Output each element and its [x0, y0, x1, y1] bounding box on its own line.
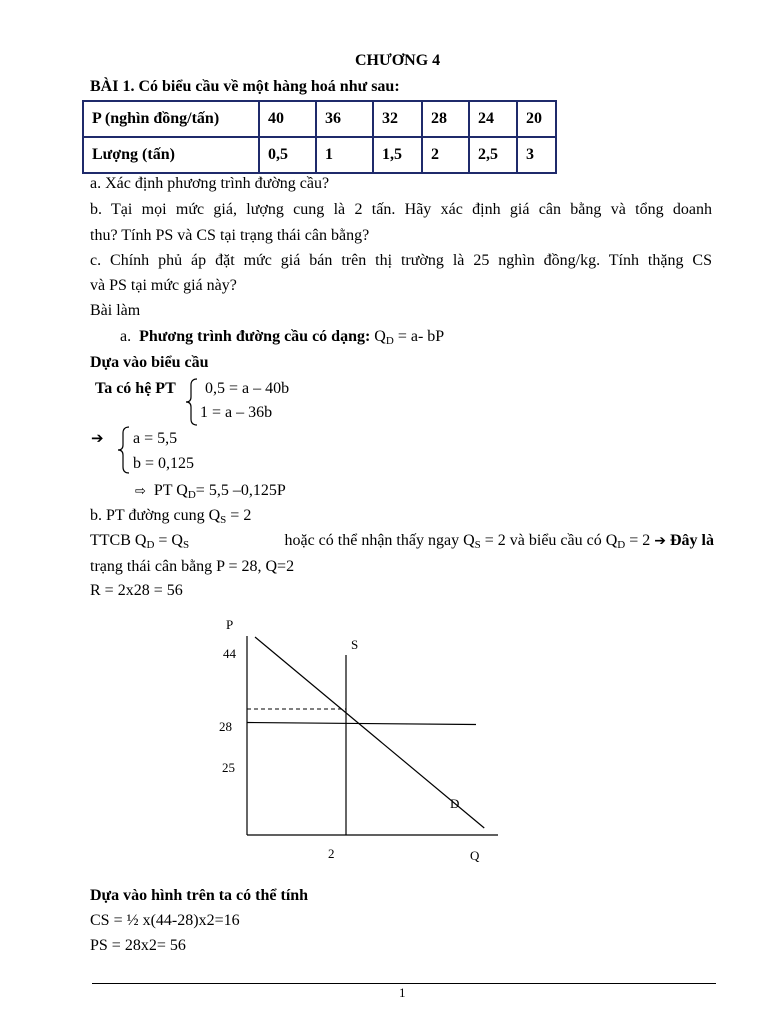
y-tick-label: 44 — [223, 646, 236, 661]
solution-a-sub: D — [385, 335, 394, 347]
system-eq1: 0,5 = a – 40b — [205, 380, 290, 397]
question-c-line2: và PS tại mức giá này? — [90, 277, 237, 294]
system-label: Ta có hệ PT — [95, 380, 176, 397]
table-cell: 24 — [469, 101, 517, 137]
result-b: b = 0,125 — [133, 455, 195, 472]
solution-a-text: Phương trình đường cầu có dạng: — [139, 328, 375, 345]
solution-a-label: a. — [120, 328, 132, 345]
question-b-line2: thu? Tính PS và CS tại trạng thái cân bằng? — [90, 227, 370, 244]
equilibrium-text-part: hoặc có thể nhận thấy ngay $Q_S = 2$ và biểu cầu có $Q_D = 2$ ➔ Đây là — [284, 532, 714, 551]
y-axis-label: P — [226, 617, 234, 632]
table-cell: 1,5 — [373, 137, 422, 173]
equilibrium-text-part: TTCB $Q_D = Q_S$ — [90, 532, 190, 551]
question-a: a. Xác định phương trình đường cầu? — [90, 175, 330, 192]
solution-heading: Bài làm — [90, 302, 141, 319]
implies-arrow-icon: ➔ — [654, 533, 666, 549]
exercise-heading-text: Có biểu cầu về một hàng hoá như sau: — [134, 78, 400, 95]
y-tick-label: 28 — [219, 719, 232, 734]
table-cell: Lượng (tấn) — [83, 137, 259, 173]
demand-equation-eq: = 5,5 –0,125P — [195, 482, 286, 499]
x-tick-label: 2 — [328, 846, 335, 861]
consumer-surplus: CS = ½ x(44-28)x2=16 — [90, 912, 240, 929]
table-cell: 2 — [422, 137, 469, 173]
demand-equation-text: PT Q — [153, 482, 188, 499]
table-cell: 32 — [373, 101, 422, 137]
table-cell: 36 — [316, 101, 373, 137]
revenue-line: R = 2x28 = 56 — [90, 582, 183, 599]
table-cell: 2,5 — [469, 137, 517, 173]
y-tick-label: 25 — [222, 760, 235, 775]
solution-a-eq: = a- bP — [393, 328, 445, 345]
table-cell: 28 — [422, 101, 469, 137]
result-arrow-icon: ⇨ — [135, 484, 146, 499]
supply-label: S — [351, 637, 359, 652]
producer-surplus: PS = 28x2= 56 — [90, 937, 186, 954]
based-on-schedule: Dựa vào biểu cầu — [90, 354, 209, 371]
table-cell: 40 — [259, 101, 316, 137]
demand-equation-sub: D — [187, 489, 196, 501]
exercise-label: BÀI 1. — [90, 78, 135, 95]
footer-divider — [92, 983, 716, 984]
table-cell: P (nghìn đồng/tấn) — [83, 101, 259, 137]
solution-a-q: Q — [374, 328, 386, 345]
question-b-line1: b. Tại mọi mức giá, lượng cung là 2 tấn. Hãy xác định giá cân bằng và tổng doanh — [90, 201, 712, 218]
graph-summary: Dựa vào hình trên ta có thể tính — [90, 887, 309, 904]
table-cell: 0,5 — [259, 137, 316, 173]
demand-label: D — [450, 796, 460, 811]
table-cell: 20 — [517, 101, 556, 137]
equilibrium-line2: trạng thái cân bằng P = 28, Q=2 — [90, 558, 295, 575]
system-eq2: 1 = a – 36b — [200, 404, 273, 421]
supply-equation-sub: S — [220, 514, 227, 526]
supply-equation-text: b. PT đường cung Q — [90, 507, 221, 524]
page-number: 1 — [399, 985, 406, 1000]
supply-equation-eq: = 2 — [226, 507, 252, 524]
x-axis-label: Q — [470, 848, 480, 863]
table-cell: 3 — [517, 137, 556, 173]
price-floor-line — [247, 723, 476, 725]
question-c-line1: c. Chính phủ áp đặt mức giá bán trên thị trường là 25 nghìn đồng/kg. Tính thặng CS — [90, 252, 712, 269]
chapter-title: CHƯƠNG 4 — [355, 52, 441, 69]
table-cell: 1 — [316, 137, 373, 173]
result-a: a = 5,5 — [133, 430, 178, 447]
implies-arrow-icon: ➔ — [91, 429, 104, 447]
